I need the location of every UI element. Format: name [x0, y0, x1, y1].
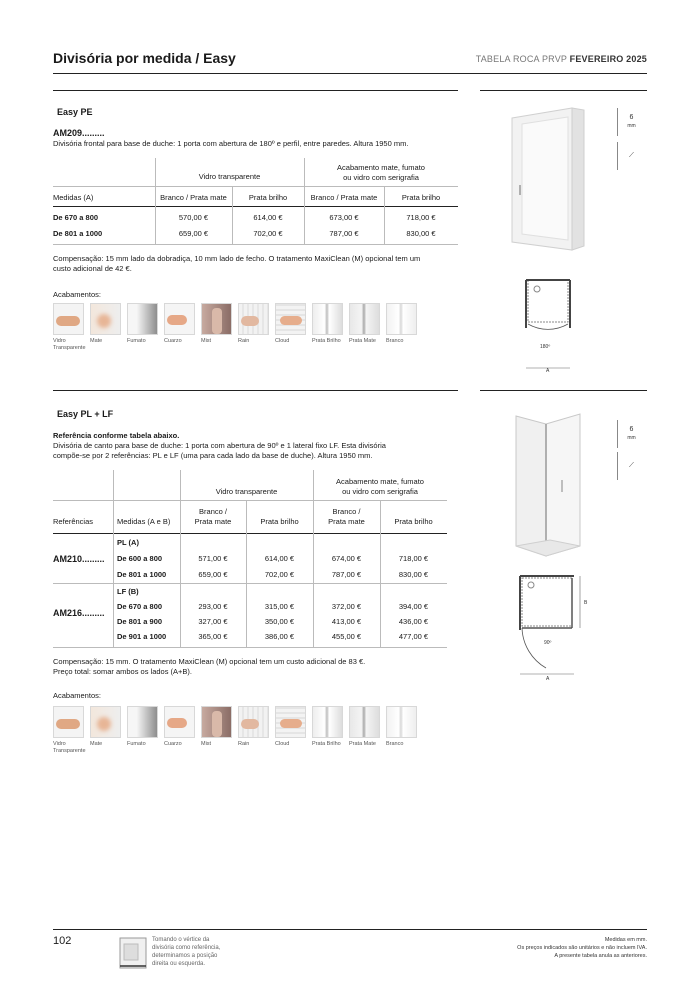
t2-col4: Prata brilho: [394, 517, 433, 526]
finish-swatch[interactable]: [349, 706, 380, 755]
section2-ref-line: Referência conforme tabela abaixo.: [53, 431, 180, 440]
t2-row-price: 477,00 €: [398, 632, 429, 641]
finish-swatch[interactable]: [312, 706, 343, 755]
t2-pl-label: PL (A): [117, 538, 139, 547]
t2-row-measure: De 801 a 900: [117, 617, 163, 626]
angle-label: 90º: [544, 640, 552, 646]
finish-swatch[interactable]: [90, 303, 121, 352]
finish-name: Rain: [238, 338, 250, 344]
glass-thickness-icon: [617, 420, 645, 448]
hand-icon: [275, 303, 306, 335]
footer-note: [152, 936, 220, 968]
section2-note-l1: Compensação: 15 mm. O tratamento MaxiClean (M) opcional tem um custo adicional de 83 €.: [53, 657, 366, 666]
t1-group1: Vidro transparente: [198, 172, 261, 181]
hinge-icon: ⟋: [617, 452, 645, 480]
plan-diagram-180: [526, 280, 570, 368]
corner-reference-icon: [118, 936, 148, 970]
page-title: Divisória por medida / Easy: [53, 50, 236, 66]
finish-name: Vidro: [53, 741, 66, 747]
t1-bottom-rule: [53, 244, 458, 245]
t2-col-measures: Medidas (A e B): [117, 517, 171, 526]
t2-row-price: 293,00 €: [198, 602, 228, 611]
hand-icon: [275, 706, 306, 738]
t2-group1: Vidro transparente: [215, 487, 278, 496]
finish-swatch[interactable]: [275, 706, 306, 755]
t2-row-measure: De 901 a 1000: [117, 632, 167, 641]
footer-note-l3: determinamos a posição: [152, 953, 218, 959]
finish-swatch[interactable]: [90, 706, 121, 755]
t2-row-price: 386,00 €: [264, 632, 295, 641]
thickness-value: 6: [629, 426, 634, 433]
t1-row-price: 570,00 €: [178, 213, 209, 222]
hand-icon: [238, 706, 269, 738]
section2-desc-l1: Divisória de canto para base de duche: 1 porta com abertura de 90º e 1 lateral fixo LF. Esta divisória: [53, 441, 386, 450]
t2-col-refs: Referências: [53, 517, 94, 526]
finish-swatch[interactable]: [127, 303, 158, 352]
section2-desc-l2: compõe-se por 2 referências: PL e LF (uma para cada lado da base de duche). Altura 1950 mm.: [53, 451, 373, 460]
header-edition-date: FEVEREIRO 2025: [569, 54, 647, 64]
t2-bottom-rule: [53, 647, 447, 648]
hinge-icon: ⟋: [617, 142, 645, 170]
t2-vline: [113, 470, 114, 647]
finish-swatch[interactable]: [312, 303, 343, 352]
door-hinge-icon-box: [617, 142, 647, 170]
angle-label: 180º: [540, 344, 551, 350]
shower-corner-image: [516, 414, 580, 556]
section1-note: [53, 254, 420, 274]
thickness-unit: mm: [627, 435, 636, 441]
t2-col2: Prata brilho: [260, 517, 299, 526]
t2-row-price: 702,00 €: [264, 570, 295, 579]
t2-col1-l1: Branco /: [199, 507, 227, 516]
finish-swatch[interactable]: [201, 303, 232, 352]
t2-col1-l2: Prata mate: [194, 517, 232, 526]
finish-name: Vidro: [53, 338, 66, 344]
hand-icon: [201, 706, 232, 738]
t1-row-measure: De 801 a 1000: [53, 229, 103, 238]
finish-name: Mist: [201, 741, 212, 747]
plan-diagram-90: [520, 576, 580, 674]
finish-swatch[interactable]: [201, 706, 232, 755]
finish-swatch[interactable]: [349, 303, 380, 352]
section2-finishes-label: Acabamentos:: [53, 691, 101, 700]
hand-icon: [238, 303, 269, 335]
t2-row-measure: De 670 a 800: [117, 602, 163, 611]
t1-row-price: 614,00 €: [253, 213, 283, 222]
t2-row-price: 350,00 €: [264, 617, 295, 626]
hand-icon: [90, 706, 121, 738]
section1-desc: Divisória frontal para base de duche: 1 porta com abertura de 180º e perfil, entre paredes. Altura 1950 mm.: [53, 139, 409, 148]
section1-note-l2: custo adicional de 42 €.: [53, 264, 132, 273]
finish-swatch[interactable]: [53, 706, 84, 755]
section2-finishes: [53, 706, 417, 755]
section2-note: [53, 657, 365, 677]
t1-row-price: 659,00 €: [178, 229, 209, 238]
t1-col-measures: Medidas (A): [53, 193, 94, 202]
t2-group2-l2: ou vidro com serigrafia: [342, 487, 418, 496]
t1-row-price: 787,00 €: [329, 229, 359, 238]
finish-swatch[interactable]: [386, 303, 417, 352]
finish-name: Branco: [386, 338, 404, 344]
t2-row-price: 674,00 €: [331, 554, 362, 563]
glass-thickness-icon: [617, 108, 645, 136]
footer-legal-l1: Medidas em mm.: [604, 937, 647, 943]
hand-icon: [53, 303, 84, 335]
hand-icon: [164, 303, 195, 335]
door-hinge-icon-box: [617, 452, 647, 480]
t2-row-measure: De 801 a 1000: [117, 570, 167, 579]
section1-note-l1: Compensação: 15 mm lado da dobradiça, 10 mm lado de fecho. O tratamento MaxiClean (M) opcional tem um: [53, 254, 421, 263]
finish-name: Prata Mate: [349, 338, 376, 344]
page-number: 102: [53, 935, 72, 947]
section1-finishes: [53, 303, 417, 352]
t2-row-price: 372,00 €: [331, 602, 362, 611]
t2-row-price: 455,00 €: [331, 632, 362, 641]
t2-row-price: 436,00 €: [398, 617, 429, 626]
footer-note-l2: divisória como referência,: [152, 945, 221, 951]
t2-row-price: 413,00 €: [331, 617, 362, 626]
t1-row-measure: De 670 a 800: [53, 213, 99, 222]
hand-icon: [164, 706, 195, 738]
t2-row-price: 787,00 €: [331, 570, 362, 579]
finish-name: Prata Brilho: [312, 338, 341, 344]
t1-group2: [304, 163, 458, 183]
finish-swatch[interactable]: [386, 706, 417, 755]
t2-row-measure: De 600 a 800: [117, 554, 163, 563]
finish-name-2: Transparente: [53, 748, 86, 754]
hand-icon: [201, 303, 232, 335]
t1-col1: Branco / Prata mate: [160, 193, 227, 202]
finish-name-2: Transparente: [53, 345, 86, 351]
t2-row-price: 614,00 €: [264, 554, 295, 563]
thickness-value: 6: [629, 114, 634, 121]
finish-name: Mate: [90, 741, 103, 747]
t1-head-rule: [53, 186, 458, 187]
finish-name: Cuarzo: [164, 338, 182, 344]
finish-swatch[interactable]: [238, 303, 269, 352]
t2-col3-l1: Branco /: [332, 507, 361, 516]
t2-row-price: 718,00 €: [398, 554, 429, 563]
footer-legal: [517, 936, 647, 960]
section2-top-rule: [53, 390, 458, 391]
section2-desc: [53, 441, 386, 461]
t1-row-price: 718,00 €: [406, 213, 436, 222]
thickness-icon-box: [617, 108, 647, 136]
t2-row-price: 571,00 €: [198, 554, 228, 563]
footer-note-l4: direita ou esquerda.: [152, 961, 206, 967]
dim-b-label: B: [584, 600, 588, 606]
section2-title: Easy PL + LF: [57, 409, 114, 419]
t2-row-price: 659,00 €: [198, 570, 228, 579]
footer-rule: [53, 929, 647, 930]
t1-group2-l2: ou vidro com serigrafia: [343, 173, 419, 182]
t2-row-price: 327,00 €: [198, 617, 228, 626]
finish-name: Fumato: [127, 338, 146, 344]
t1-group2-l1: Acabamento mate, fumato: [337, 163, 425, 172]
section1-finishes-label: Acabamentos:: [53, 290, 101, 299]
thickness-icon-box: [617, 420, 647, 448]
hand-icon: [127, 303, 158, 335]
finish-swatch[interactable]: [164, 706, 195, 755]
section1-top-rule: [53, 90, 458, 91]
t2-row-price: 394,00 €: [398, 602, 429, 611]
profile-icon: [312, 706, 343, 738]
footer-note-l1: Tomando o vértice da: [152, 937, 210, 943]
hand-icon: [127, 706, 158, 738]
t1-row-price: 702,00 €: [253, 229, 283, 238]
section1-ref: AM209.........: [53, 128, 105, 138]
finish-swatch[interactable]: [164, 303, 195, 352]
finish-swatch[interactable]: [53, 303, 84, 352]
finish-name: Cloud: [275, 741, 290, 747]
finish-name: Mate: [90, 338, 103, 344]
hand-icon: [53, 706, 84, 738]
finish-name: Fumato: [127, 741, 146, 747]
finish-name: Rain: [238, 741, 250, 747]
finish-swatch[interactable]: [238, 706, 269, 755]
t1-col4: Prata brilho: [401, 193, 441, 202]
footer-legal-l3: A presente tabela anula as anteriores.: [554, 953, 647, 959]
profile-icon: [312, 303, 343, 335]
t1-col3: Branco / Prata mate: [310, 193, 378, 202]
t2-row-price: 365,00 €: [198, 632, 228, 641]
finish-name: Cloud: [275, 338, 290, 344]
finish-name: Mist: [201, 338, 212, 344]
shower-door-image: [512, 108, 584, 250]
dim-a-label: A: [546, 368, 550, 374]
t1-col2: Prata brilho: [248, 193, 288, 202]
t2-pl-ref: AM210.........: [53, 554, 105, 564]
t2-lf-ref: AM216.........: [53, 608, 105, 618]
profile-icon: [386, 706, 417, 738]
dim-a-label: A: [546, 676, 550, 682]
thickness-unit: mm: [627, 123, 636, 129]
t2-group2: [313, 477, 447, 497]
t2-row-price: 830,00 €: [398, 570, 429, 579]
header-tag: TABELA ROCA PRVP: [475, 54, 567, 64]
t2-col1: [180, 507, 246, 527]
finish-swatch[interactable]: [275, 303, 306, 352]
t1-row-price: 830,00 €: [406, 229, 436, 238]
finish-name: Branco: [386, 741, 404, 747]
profile-icon: [349, 706, 380, 738]
t2-col3-l2: Prata mate: [328, 517, 365, 526]
profile-icon: [386, 303, 417, 335]
section1-title: Easy PE: [57, 107, 93, 117]
section2-note-l2: Preço total: somar ambos os lados (A+B).: [53, 667, 193, 676]
t2-lf-label: LF (B): [117, 587, 139, 596]
section2-side-rule: [480, 390, 647, 391]
section1-side-rule: [480, 90, 647, 91]
finish-name: Cuarzo: [164, 741, 182, 747]
t2-row-price: 315,00 €: [264, 602, 295, 611]
t1-col-rule: [53, 206, 458, 207]
t2-group2-l1: Acabamento mate, fumato: [336, 477, 424, 486]
header-rule: [53, 73, 647, 74]
header-edition: [476, 54, 647, 64]
t1-row-price: 673,00 €: [329, 213, 359, 222]
finish-name: Prata Mate: [349, 741, 376, 747]
profile-icon: [349, 303, 380, 335]
footer-legal-l2: Os preços indicados são unitários e não incluem IVA.: [517, 945, 647, 951]
finish-swatch[interactable]: [127, 706, 158, 755]
hand-icon: [90, 303, 121, 335]
t2-col3: [313, 507, 380, 527]
finish-name: Prata Brilho: [312, 741, 341, 747]
